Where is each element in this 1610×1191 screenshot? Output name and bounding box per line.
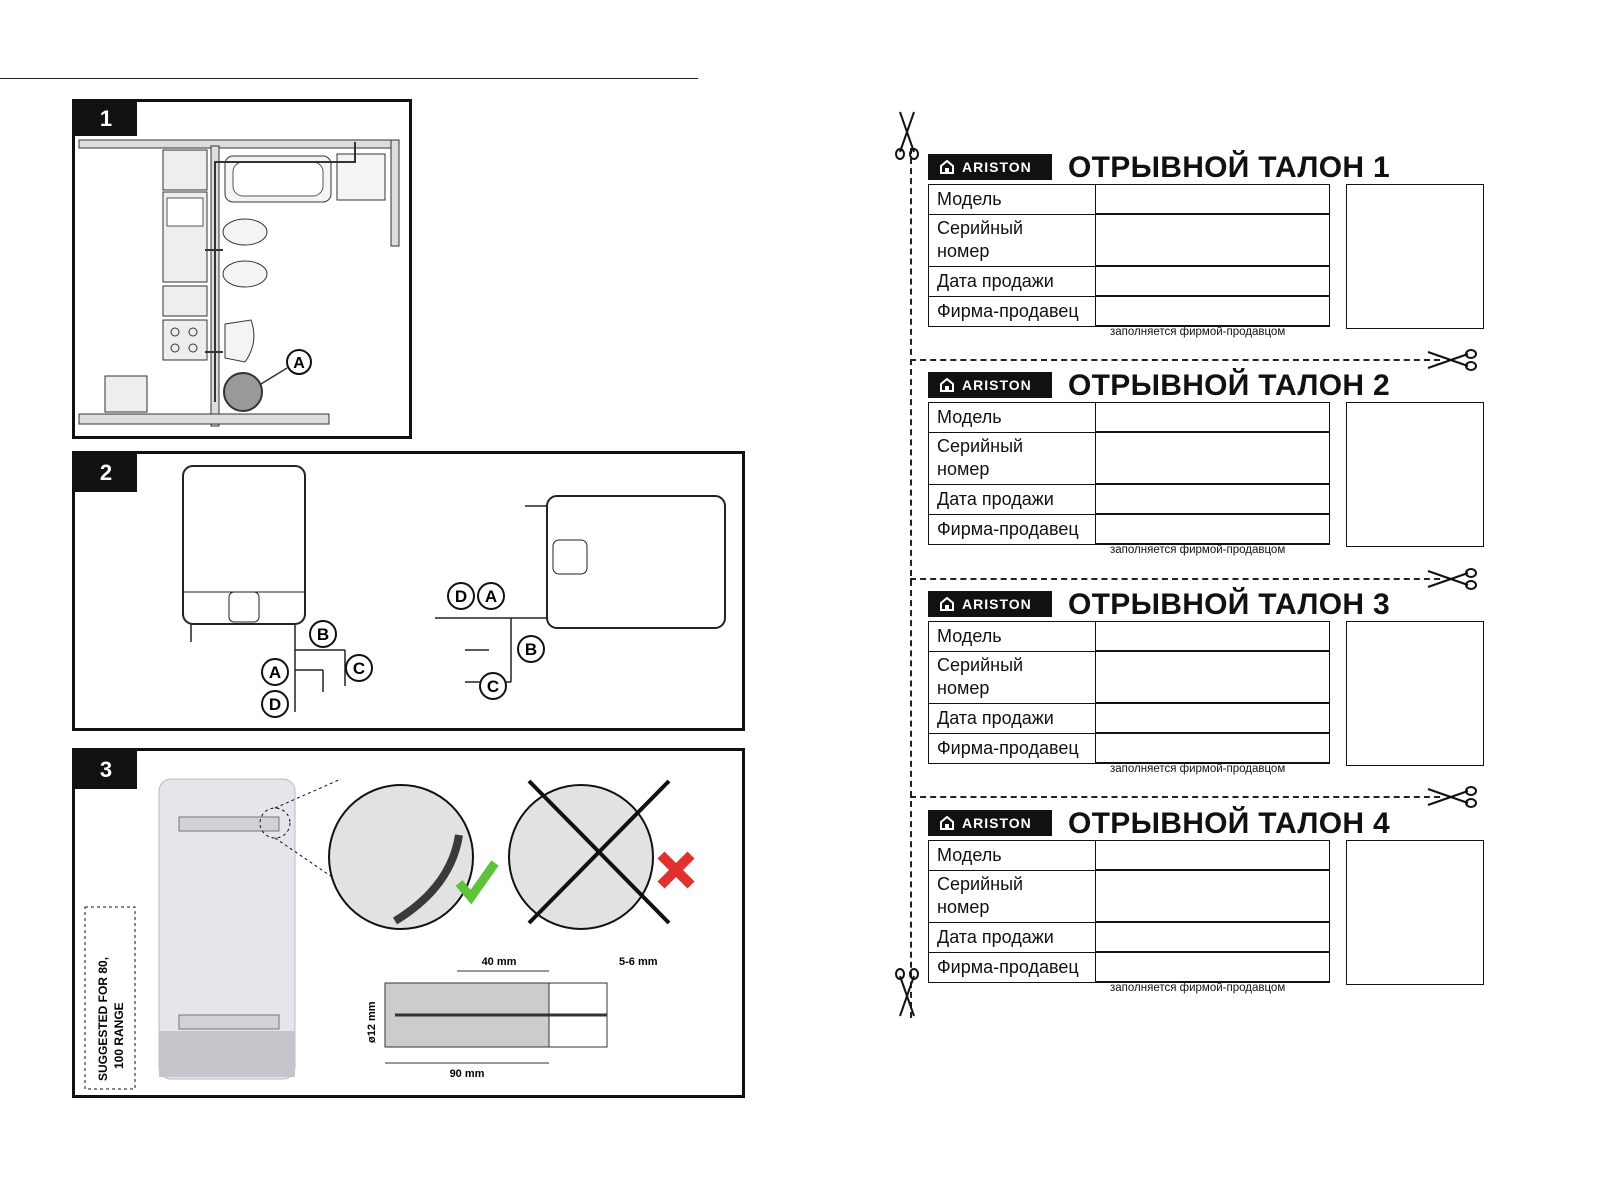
brand-text: ARISTON bbox=[962, 596, 1032, 612]
dim-5-6mm: 5-6 mm bbox=[619, 956, 658, 968]
field-value-model[interactable] bbox=[1096, 185, 1330, 215]
field-label-seller: Фирма-продавец bbox=[929, 296, 1096, 326]
field-label-serial bbox=[929, 870, 1096, 922]
field-value-seller[interactable] bbox=[1096, 514, 1330, 544]
stamp-box bbox=[1346, 621, 1484, 766]
table-row bbox=[929, 733, 1330, 763]
table-row bbox=[929, 403, 1330, 433]
coupon-table bbox=[928, 621, 1330, 764]
label-c-left: C bbox=[352, 659, 366, 678]
field-value-serial[interactable] bbox=[1096, 870, 1330, 922]
stamp-box bbox=[1346, 840, 1484, 985]
label-b-right: B bbox=[524, 640, 538, 659]
field-label-seller: Фирма-продавец bbox=[929, 733, 1096, 763]
ariston-logo bbox=[928, 154, 1052, 180]
field-label-model: Модель bbox=[929, 403, 1096, 433]
panel-number: 1 bbox=[75, 102, 137, 136]
fill-note: заполняется фирмой-продавцом bbox=[1110, 763, 1286, 775]
label-suggested: SUGGESTED FOR 80, bbox=[96, 956, 110, 1081]
field-label-serial-line1: Серийный bbox=[937, 436, 1024, 456]
field-label-sale-date: Дата продажи bbox=[929, 266, 1096, 296]
label-a: A bbox=[293, 355, 305, 372]
brand-text: ARISTON bbox=[962, 159, 1032, 175]
field-value-sale-date[interactable] bbox=[1096, 266, 1330, 296]
panel-3-mounting bbox=[72, 748, 745, 1098]
coupon-2 bbox=[928, 368, 1488, 568]
stamp-box bbox=[1346, 402, 1484, 547]
cut-line-1 bbox=[910, 359, 1440, 361]
coupon-4 bbox=[928, 806, 1488, 1006]
coupon-table bbox=[928, 840, 1330, 983]
house-icon bbox=[940, 597, 954, 611]
field-label-seller: Фирма-продавец bbox=[929, 952, 1096, 982]
ariston-logo bbox=[928, 591, 1052, 617]
field-value-serial[interactable] bbox=[1096, 214, 1330, 266]
field-label-serial bbox=[929, 214, 1096, 266]
table-row bbox=[929, 870, 1330, 922]
dim-40mm: 40 mm bbox=[481, 956, 517, 968]
field-label-serial-line1: Серийный bbox=[937, 874, 1024, 894]
field-value-model[interactable] bbox=[1096, 403, 1330, 433]
panel-number: 2 bbox=[75, 454, 137, 492]
stamp-box bbox=[1346, 184, 1484, 329]
field-value-seller[interactable] bbox=[1096, 296, 1330, 326]
field-label-sale-date: Дата продажи bbox=[929, 922, 1096, 952]
coupon-title: ОТРЫВНОЙ ТАЛОН 3 bbox=[1068, 588, 1390, 621]
floorplan-diagram bbox=[75, 102, 409, 436]
table-row bbox=[929, 185, 1330, 215]
field-label-sale-date: Дата продажи bbox=[929, 703, 1096, 733]
coupon-1 bbox=[928, 150, 1488, 350]
table-row bbox=[929, 266, 1330, 296]
field-value-sale-date[interactable] bbox=[1096, 922, 1330, 952]
top-rule bbox=[0, 78, 698, 79]
table-row bbox=[929, 622, 1330, 652]
field-label-serial bbox=[929, 432, 1096, 484]
field-label-serial-line2: номер bbox=[937, 678, 990, 698]
ariston-logo bbox=[928, 810, 1052, 836]
table-row bbox=[929, 296, 1330, 326]
table-row bbox=[929, 703, 1330, 733]
field-label-seller: Фирма-продавец bbox=[929, 514, 1096, 544]
field-value-sale-date[interactable] bbox=[1096, 703, 1330, 733]
label-a-left: A bbox=[268, 663, 282, 682]
label-d-left: D bbox=[268, 695, 282, 714]
coupon-title: ОТРЫВНОЙ ТАЛОН 1 bbox=[1068, 151, 1390, 184]
coupon-3 bbox=[928, 587, 1488, 787]
cut-line-vertical bbox=[910, 148, 912, 1018]
field-value-sale-date[interactable] bbox=[1096, 484, 1330, 514]
coupon-title: ОТРЫВНОЙ ТАЛОН 2 bbox=[1068, 369, 1390, 402]
house-icon bbox=[940, 378, 954, 392]
mounting-diagram bbox=[75, 751, 742, 1095]
field-value-model[interactable] bbox=[1096, 622, 1330, 652]
field-label-model: Модель bbox=[929, 622, 1096, 652]
cut-line-3 bbox=[910, 796, 1440, 798]
house-icon bbox=[940, 816, 954, 830]
scissors-icon bbox=[894, 968, 922, 1018]
cut-line-2 bbox=[910, 578, 1440, 580]
dim-90mm: 90 mm bbox=[449, 1068, 485, 1080]
label-d-right: D bbox=[454, 587, 468, 606]
field-label-serial bbox=[929, 651, 1096, 703]
brand-text: ARISTON bbox=[962, 815, 1032, 831]
fill-note: заполняется фирмой-продавцом bbox=[1110, 326, 1286, 338]
house-icon bbox=[940, 160, 954, 174]
panel-1-floorplan bbox=[72, 99, 412, 439]
field-label-serial-line2: номер bbox=[937, 241, 990, 261]
table-row bbox=[929, 841, 1330, 871]
field-label-serial-line1: Серийный bbox=[937, 655, 1024, 675]
field-value-serial[interactable] bbox=[1096, 432, 1330, 484]
field-label-sale-date: Дата продажи bbox=[929, 484, 1096, 514]
table-row bbox=[929, 432, 1330, 484]
field-label-serial-line1: Серийный bbox=[937, 218, 1024, 238]
dim-12mm: ø12 mm bbox=[366, 1001, 378, 1043]
ariston-logo bbox=[928, 372, 1052, 398]
label-b-left: B bbox=[316, 625, 330, 644]
label-a-right: A bbox=[484, 587, 498, 606]
label-range: 100 RANGE bbox=[112, 1002, 126, 1069]
table-row bbox=[929, 214, 1330, 266]
field-value-seller[interactable] bbox=[1096, 733, 1330, 763]
coupon-table bbox=[928, 184, 1330, 327]
coupon-title: ОТРЫВНОЙ ТАЛОН 4 bbox=[1068, 807, 1390, 840]
panel-2-connection bbox=[72, 451, 745, 731]
field-label-serial-line2: номер bbox=[937, 897, 990, 917]
fill-note: заполняется фирмой-продавцом bbox=[1110, 544, 1286, 556]
table-row bbox=[929, 922, 1330, 952]
field-label-serial-line2: номер bbox=[937, 459, 990, 479]
table-row bbox=[929, 514, 1330, 544]
scissors-icon bbox=[894, 110, 922, 160]
table-row bbox=[929, 952, 1330, 982]
table-row bbox=[929, 651, 1330, 703]
field-value-model[interactable] bbox=[1096, 841, 1330, 871]
field-value-seller[interactable] bbox=[1096, 952, 1330, 982]
brand-text: ARISTON bbox=[962, 377, 1032, 393]
connection-diagram bbox=[75, 454, 742, 728]
field-value-serial[interactable] bbox=[1096, 651, 1330, 703]
coupon-table bbox=[928, 402, 1330, 545]
field-label-model: Модель bbox=[929, 841, 1096, 871]
table-row bbox=[929, 484, 1330, 514]
field-label-model: Модель bbox=[929, 185, 1096, 215]
fill-note: заполняется фирмой-продавцом bbox=[1110, 982, 1286, 994]
panel-number: 3 bbox=[75, 751, 137, 789]
label-c-right: C bbox=[486, 677, 500, 696]
